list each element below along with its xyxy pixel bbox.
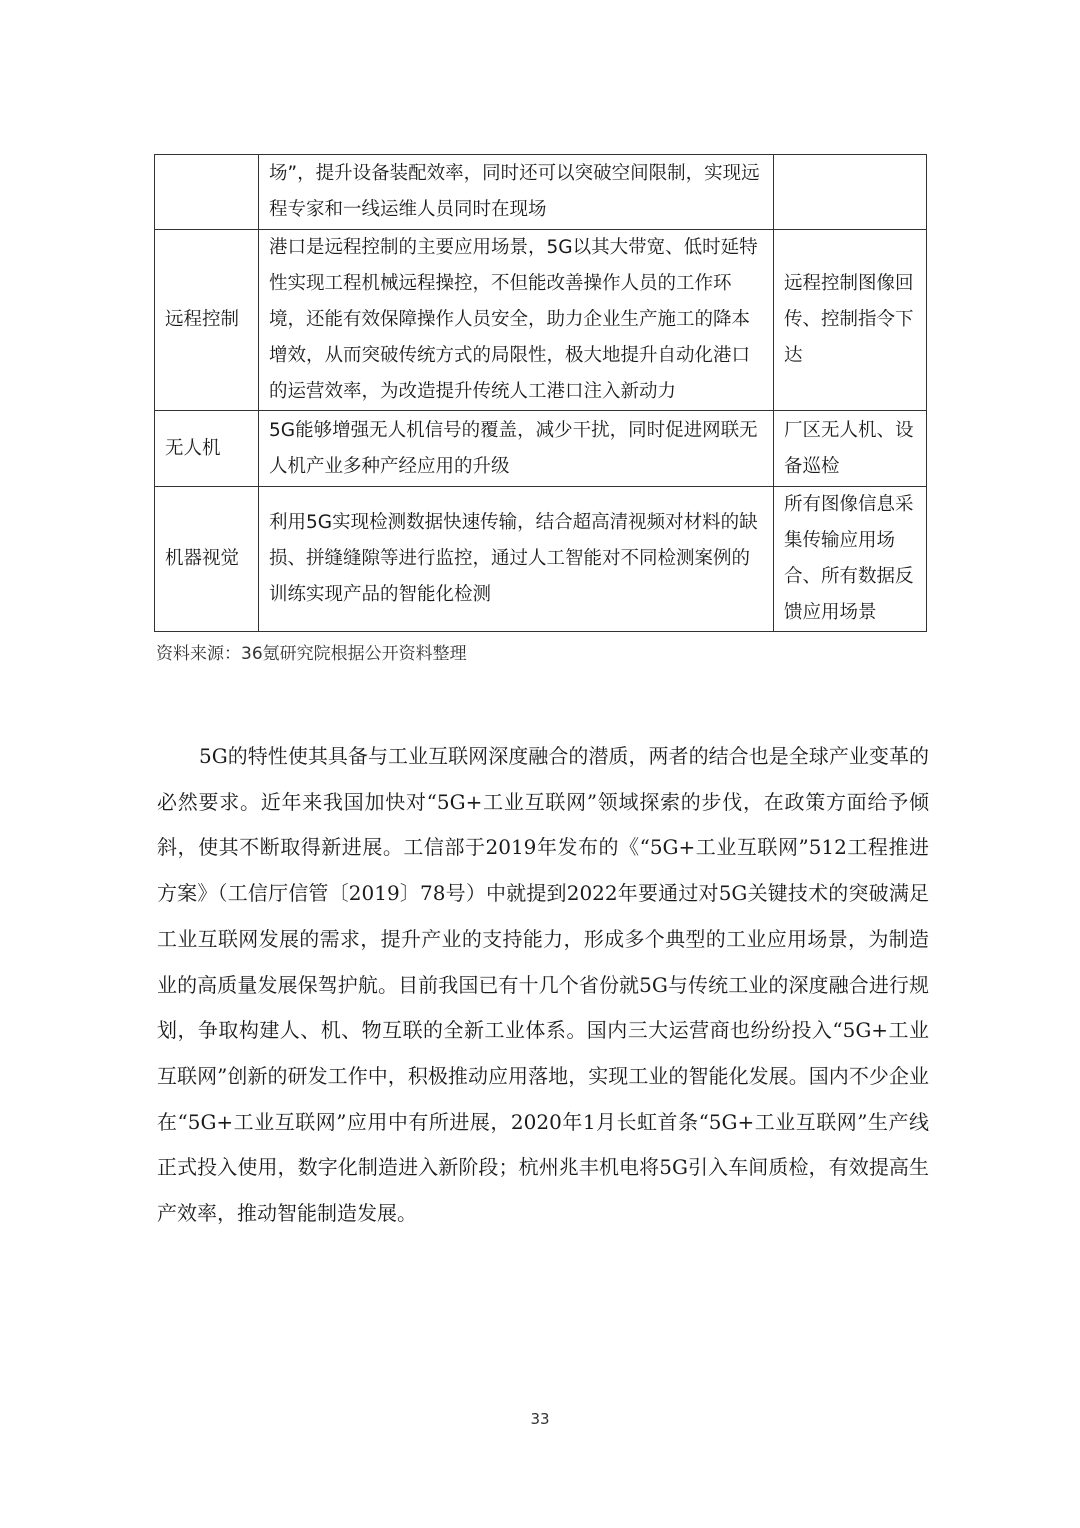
scenario-cell: 厂区无人机、设备巡检 <box>774 411 927 487</box>
category-cell: 无人机 <box>155 411 259 487</box>
scenario-cell <box>774 155 927 230</box>
category-cell: 机器视觉 <box>155 487 259 632</box>
category-cell <box>155 155 259 230</box>
description-cell: 场”，提升设备装配效率，同时还可以突破空间限制，实现远程专家和一线运维人员同时在现场 <box>259 155 774 230</box>
scenario-cell: 所有图像信息采集传输应用场合、所有数据反馈应用场景 <box>774 487 927 632</box>
source-note: 资料来源：36氪研究院根据公开资料整理 <box>156 644 467 664</box>
description-cell: 5G能够增强无人机信号的覆盖，减少干扰，同时促进网联无人机产业多种产经应用的升级 <box>259 411 774 487</box>
scenario-cell: 远程控制图像回传、控制指令下达 <box>774 230 927 411</box>
table-row <box>155 155 927 230</box>
application-table <box>154 154 927 632</box>
table-row <box>155 411 927 487</box>
description-cell: 港口是远程控制的主要应用场景，5G以其大带宽、低时延特性实现工程机械远程操控，不但能改善操作人员的工作环境，还能有效保障操作人员安全，助力企业生产施工的降本增效，从而突破传统方式的局限性，极大地提升自动化港口的运营效率，为改造提升传统人工港口注入新动力 <box>259 230 774 411</box>
description-cell: 利用5G实现检测数据快速传输，结合超高清视频对材料的缺损、拼缝缝隙等进行监控，通过人工智能对不同检测案例的训练实现产品的智能化检测 <box>259 487 774 632</box>
body-paragraph: 5G的特性使其具备与工业互联网深度融合的潜质，两者的结合也是全球产业变革的必然要求。近年来我国加快对“5G+工业互联网”领域探索的步伐，在政策方面给予倾斜，使其不断取得新进展。工信部于2019年发布的《“5G+工业互联网”512工程推进方案》（工信厅信管〔2019〕78号）中就提到2022年要通过对5G关键技术的突破满足工业互联网发展的需求，提升产业的支持能力，形成多个典型的工业应用场景，为制造业的高质量发展保驾护航。目前我国已有十几个省份就5G与传统工业的深度融合进行规划，争取构建人、机、物互联的全新工业体系。国内三大运营商也纷纷投入“5G+工业互联网”创新的研发工作中，积极推动应用落地，实现工业的智能化发展。国内不少企业在“5G+工业互联网”应用中有所进展，2020年1月长虹首条“5G+工业互联网”生产线正式投入使用，数字化制造进入新阶段；杭州兆丰机电将5G引入车间质检，有效提高生产效率，推动智能制造发展。 <box>157 744 929 1226</box>
page-number: 33 <box>530 1410 550 1428</box>
table-row <box>155 230 927 411</box>
category-cell: 远程控制 <box>155 230 259 411</box>
table-row <box>155 487 927 632</box>
